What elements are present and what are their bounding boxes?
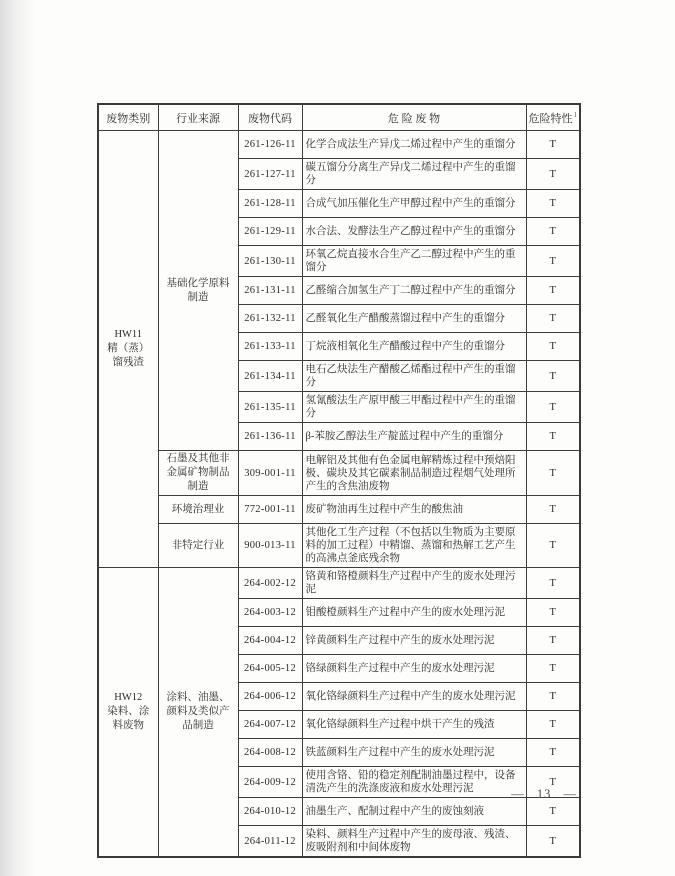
waste-code-cell: 261-127-11 xyxy=(238,159,302,190)
hazardous-waste-cell: 环氧乙烷直接水合生产乙二醇过程中产生的重馏分 xyxy=(302,246,526,277)
table-row xyxy=(98,131,580,159)
industry-cell-environment xyxy=(158,496,238,524)
hazardous-waste-cell: 锌黄颜料生产过程中产生的废水处理污泥 xyxy=(302,627,526,655)
hazardous-waste-cell: 氢氰酸法生产原甲酸三甲酯过程中产生的重馏分 xyxy=(302,392,526,423)
waste-code-cell: 261-134-11 xyxy=(238,361,302,392)
hazardous-waste-cell: 氧化铬绿颜料生产过程中产生的废水处理污泥 xyxy=(302,683,526,711)
hazard-property-cell: T xyxy=(526,392,580,423)
industry-line: 制造 xyxy=(187,291,209,303)
hazardous-waste-cell: 碳五馏分分离生产异戊二烯过程中产生的重馏分 xyxy=(302,159,526,190)
waste-code-cell: 264-008-12 xyxy=(238,739,302,767)
hazardous-waste-cell: 铬黄和铬橙颜料生产过程中产生的废水处理污泥 xyxy=(302,568,526,599)
hazardous-waste-cell: 铬绿颜料生产过程中产生的废水处理污泥 xyxy=(302,655,526,683)
industry-line: 非特定行业 xyxy=(171,539,225,551)
hazard-property-cell: T xyxy=(526,599,580,627)
hazard-property-cell: T xyxy=(526,277,580,305)
waste-code-cell: 772-001-11 xyxy=(238,496,302,524)
footnote-mark: 1 xyxy=(573,110,577,119)
hazardous-waste-table xyxy=(97,103,581,858)
hazard-property-cell: T xyxy=(526,798,580,826)
waste-code-cell: 261-130-11 xyxy=(238,246,302,277)
waste-code-cell: 261-128-11 xyxy=(238,190,302,218)
hazard-property-cell: T xyxy=(526,451,580,496)
hazard-property-cell: T xyxy=(526,627,580,655)
hazard-property-cell: T xyxy=(526,423,580,451)
waste-code-cell: 309-001-11 xyxy=(238,451,302,496)
hazardous-waste-cell: 废矿物油再生过程中产生的酸焦油 xyxy=(302,496,526,524)
hazardous-waste-cell: 乙醛氧化生产醋酸蒸馏过程中产生的重馏分 xyxy=(302,305,526,333)
header-hazardous-waste: 危 险 废 物 xyxy=(302,104,526,131)
hazard-property-cell: T xyxy=(526,568,580,599)
header-industry-source: 行业来源 xyxy=(158,104,238,131)
waste-code-cell: 264-011-12 xyxy=(238,826,302,858)
category-line: HW12 xyxy=(114,692,143,703)
hazardous-waste-cell: 合成气加压催化生产甲醇过程中产生的重馏分 xyxy=(302,190,526,218)
waste-code-cell: 261-126-11 xyxy=(238,131,302,159)
waste-category-cell-hw11 xyxy=(98,131,158,568)
hazard-property-cell: T xyxy=(526,767,580,798)
waste-code-cell: 264-010-12 xyxy=(238,798,302,826)
category-line: HW11 xyxy=(114,329,143,340)
hazardous-waste-cell: 乙醛缩合加氢生产丁二醇过程中产生的重馏分 xyxy=(302,277,526,305)
industry-line: 石墨及其他非 xyxy=(166,453,230,464)
table-row xyxy=(98,451,580,496)
page-number: — 13 — xyxy=(511,787,577,801)
industry-line: 环境治理业 xyxy=(171,503,225,515)
hazardous-waste-cell: 电石乙炔法生产醋酸乙烯酯过程中产生的重馏分 xyxy=(302,361,526,392)
scan-shadow xyxy=(0,0,36,876)
hazard-property-cell: T xyxy=(526,333,580,361)
header-hazard-property xyxy=(526,104,580,131)
industry-line: 基础化学原料 xyxy=(166,277,230,289)
hazard-property-cell: T xyxy=(526,655,580,683)
category-line: 馏残渣 xyxy=(112,357,144,368)
hazardous-waste-cell: 铁蓝颜料生产过程中产生的废水处理污泥 xyxy=(302,739,526,767)
waste-code-cell: 261-136-11 xyxy=(238,423,302,451)
hazard-property-cell: T xyxy=(526,826,580,858)
hazard-property-cell: T xyxy=(526,218,580,246)
waste-code-cell: 264-002-12 xyxy=(238,568,302,599)
hazardous-waste-cell: 化学合成法生产异戊二烯过程中产生的重馏分 xyxy=(302,131,526,159)
hazard-property-cell: T xyxy=(526,711,580,739)
hazard-property-cell: T xyxy=(526,159,580,190)
industry-line: 涂料、油墨、 xyxy=(166,692,230,703)
header-waste-code: 废物代码 xyxy=(238,104,302,131)
waste-code-cell: 261-129-11 xyxy=(238,218,302,246)
hazardous-waste-cell: 电解铝及其他有色金属电解精炼过程中预焙阳极、碳块及其它碳素制品制造过程烟气处理所产生的含焦油废物 xyxy=(302,451,526,496)
hazardous-waste-cell: 其他化工生产过程（不包括以生物质为主要原料的加工过程）中精馏、蒸馏和热解工艺产生的高沸点釜底残余物 xyxy=(302,524,526,568)
hazard-property-cell: T xyxy=(526,361,580,392)
waste-code-cell: 261-132-11 xyxy=(238,305,302,333)
hazard-property-cell: T xyxy=(526,305,580,333)
hazard-property-cell: T xyxy=(526,683,580,711)
industry-line: 金属矿物制品 xyxy=(166,467,230,478)
hazard-property-cell: T xyxy=(526,524,580,568)
table-row xyxy=(98,496,580,524)
waste-code-cell: 261-131-11 xyxy=(238,277,302,305)
industry-line: 制造 xyxy=(187,481,209,492)
waste-code-cell: 264-009-12 xyxy=(238,767,302,798)
waste-code-cell: 900-013-11 xyxy=(238,524,302,568)
waste-code-cell: 261-133-11 xyxy=(238,333,302,361)
header-hazard-property-label: 危险特性 xyxy=(528,112,573,125)
hazard-property-cell: T xyxy=(526,131,580,159)
hazardous-waste-cell: 使用含铬、铅的稳定剂配制油墨过程中，设备清洗产生的洗涤废液和废水处理污泥 xyxy=(302,767,526,798)
industry-cell-basic-chemicals xyxy=(158,131,238,451)
hazardous-waste-cell: β-苯胺乙醇法生产靛蓝过程中产生的重馏分 xyxy=(302,423,526,451)
waste-code-cell: 264-006-12 xyxy=(238,683,302,711)
waste-code-cell: 261-135-11 xyxy=(238,392,302,423)
industry-cell-paint-ink-pigment xyxy=(158,568,238,858)
hazardous-waste-cell: 染料、颜料生产过程中产生的废母液、残渣、废吸附剂和中间体废物 xyxy=(302,826,526,858)
waste-code-cell: 264-007-12 xyxy=(238,711,302,739)
hazard-property-cell: T xyxy=(526,739,580,767)
category-line: 精（蒸） xyxy=(107,343,150,354)
header-waste-category: 废物类别 xyxy=(98,104,158,131)
industry-cell-graphite-nonmetal xyxy=(158,451,238,496)
industry-cell-nonspecific xyxy=(158,524,238,568)
category-line: 料废物 xyxy=(112,720,144,731)
hazard-property-cell: T xyxy=(526,190,580,218)
waste-code-cell: 264-004-12 xyxy=(238,627,302,655)
hazardous-waste-cell: 氧化铬绿颜料生产过程中烘干产生的残渣 xyxy=(302,711,526,739)
waste-category-cell-hw12 xyxy=(98,568,158,858)
table-header-row xyxy=(98,104,580,131)
hazardous-waste-cell: 水合法、发酵法生产乙醇过程中产生的重馏分 xyxy=(302,218,526,246)
hazard-property-cell: T xyxy=(526,246,580,277)
hazardous-waste-cell: 丁烷液相氧化生产醋酸过程中产生的重馏分 xyxy=(302,333,526,361)
hazard-property-cell: T xyxy=(526,496,580,524)
hazardous-waste-cell: 油墨生产、配制过程中产生的废蚀刻液 xyxy=(302,798,526,826)
category-line: 染料、涂 xyxy=(107,706,150,717)
industry-line: 品制造 xyxy=(182,720,214,731)
hazardous-waste-cell: 钼酸橙颜料生产过程中产生的废水处理污泥 xyxy=(302,599,526,627)
industry-line: 颜料及类似产 xyxy=(166,706,230,717)
waste-code-cell: 264-003-12 xyxy=(238,599,302,627)
table-row xyxy=(98,568,580,599)
table-row xyxy=(98,524,580,568)
waste-code-cell: 264-005-12 xyxy=(238,655,302,683)
